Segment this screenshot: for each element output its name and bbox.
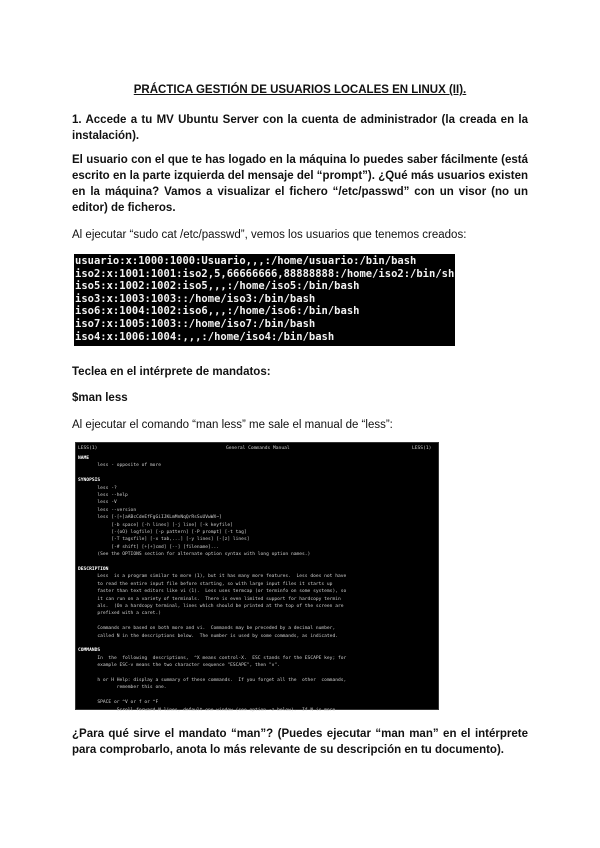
answer-2-text: Al ejecutar el comando “man less” me sale el manual de “less”:	[72, 419, 393, 431]
man-line: [-# shift] [+[+]cmd] [--] [filename]...	[78, 544, 220, 550]
passwd-line: iso2:x:1001:1001:iso2,5,66666666,88888888:/home/iso2:/bin/sh	[75, 267, 455, 280]
man-line: Commands are based on both more and vi. Commands may be preceded by a decimal number,	[78, 626, 336, 632]
passwd-line: iso3:x:1003:1003::/home/iso3:/bin/bash	[75, 292, 316, 305]
man-line: example ESC-v means the two character sequence "ESCAPE", then "v".	[78, 663, 280, 669]
passwd-line: iso7:x:1005:1003::/home/iso7:/bin/bash	[75, 317, 316, 330]
man-line: h or H Help: display a summary of these commands. If you forget all the other commands,	[78, 678, 347, 683]
man-line: Less is a program similar to more (1), but it has many more features. Less does not have	[78, 574, 347, 580]
command-text: $man less	[72, 392, 128, 404]
passwd-line: usuario:x:1000:1000:Usuario,,,:/home/usuario:/bin/bash	[75, 255, 417, 267]
passwd-line: iso4:x:1006:1004:,,,:/home/iso4:/bin/bash	[75, 330, 335, 343]
passwd-line: iso6:x:1004:1002:iso6,,,:/home/iso6:/bin/bash	[75, 305, 360, 318]
step-1-text: 1. Accede a tu MV Ubuntu Server con la cuenta de administrador (la creada en la instalación).	[72, 114, 528, 142]
man-header-left: LESS(1)	[78, 446, 98, 451]
man-line: called N in the descriptions below. The number is used by some commands, as indicated.	[78, 633, 338, 639]
man-line: Manual page less(1) line 1 (press h for help or q to quit)	[78, 715, 242, 720]
man-line: COMMANDS	[78, 648, 101, 654]
passwd-line: iso5:x:1002:1002:iso5,,,:/home/iso5:/bin/bash	[75, 280, 360, 293]
man-line: remember this one.	[78, 685, 167, 691]
man-line: less -?	[78, 485, 117, 491]
man-less-terminal-screenshot	[75, 442, 439, 720]
passwd-terminal-screenshot	[74, 254, 455, 346]
man-line: DESCRIPTION	[78, 567, 109, 572]
man-line: less --version	[78, 507, 137, 513]
man-line: als. (On a hardcopy terminal, lines which should be printed at the top of the screen are	[78, 604, 344, 609]
answer-1-text: Al ejecutar “sudo cat /etc/passwd”, vemos los usuarios que tenemos creados:	[72, 229, 467, 241]
man-line: less -V	[78, 500, 117, 506]
man-line: [-T tagsfile] [-x tab,...] [-y lines] [-[z] lines]	[78, 537, 250, 543]
man-line: less - opposite of more	[78, 463, 161, 469]
man-line: SPACE or ^V or f or ^F	[78, 700, 159, 706]
man-line: less --help	[78, 493, 128, 498]
man-line: NAME	[78, 456, 90, 461]
man-header-center: General Commands Manual	[226, 446, 290, 451]
man-line: SYNOPSIS	[78, 478, 101, 484]
man-line: it can run on a variety of terminals. There is even limited support for hardcopy termin	[78, 596, 341, 602]
question-1-text: El usuario con el que te has logado en la máquina lo puedes saber fácilmente (está escrito en la parte izquierda del mensaje del “prompt”). ¿Qué más usuarios existen en la máquina? Vamos a visualizar el fichero “/etc/passwd” con un visor (no un editor) de ficheros.	[72, 154, 528, 214]
man-line: (See the OPTIONS section for alternate option syntax with long option names.)	[78, 552, 311, 558]
man-line: less [-[+]aABcCdeEfFgGiIJKLmMnNqQrRsSuUVwWX~]	[78, 515, 222, 521]
instruction-text: Teclea en el intérprete de mandatos:	[72, 366, 271, 378]
man-header-right: LESS(1)	[412, 446, 432, 451]
man-line: to read the entire input file before starting, so with large input files it starts up	[78, 581, 333, 587]
man-line: In the following descriptions, ^X means control-X. ESC stands for the ESCAPE key; for	[78, 655, 347, 661]
man-line: faster than text editors like vi (1). Less uses termcap (or terminfo on some systems), so	[78, 589, 347, 595]
man-line: [-{oO} logfile] [-p pattern] [-P prompt] [-t tag]	[78, 530, 247, 535]
man-line: [-b space] [-h lines] [-j line] [-k keyfile]	[78, 522, 233, 528]
man-line: prefixed with a caret.)	[78, 611, 161, 617]
question-2-text: ¿Para qué sirve el mandato “man”? (Puedes ejecutar “man man” en el intérprete para comprobarlo, anota lo más relevante de su descripción en tu documento).	[72, 728, 528, 756]
man-line: Scroll forward N lines, default one window (see option -z below). If N is more	[78, 707, 336, 713]
page-title: PRÁCTICA GESTIÓN DE USUARIOS LOCALES EN LINUX (II).	[133, 84, 467, 96]
